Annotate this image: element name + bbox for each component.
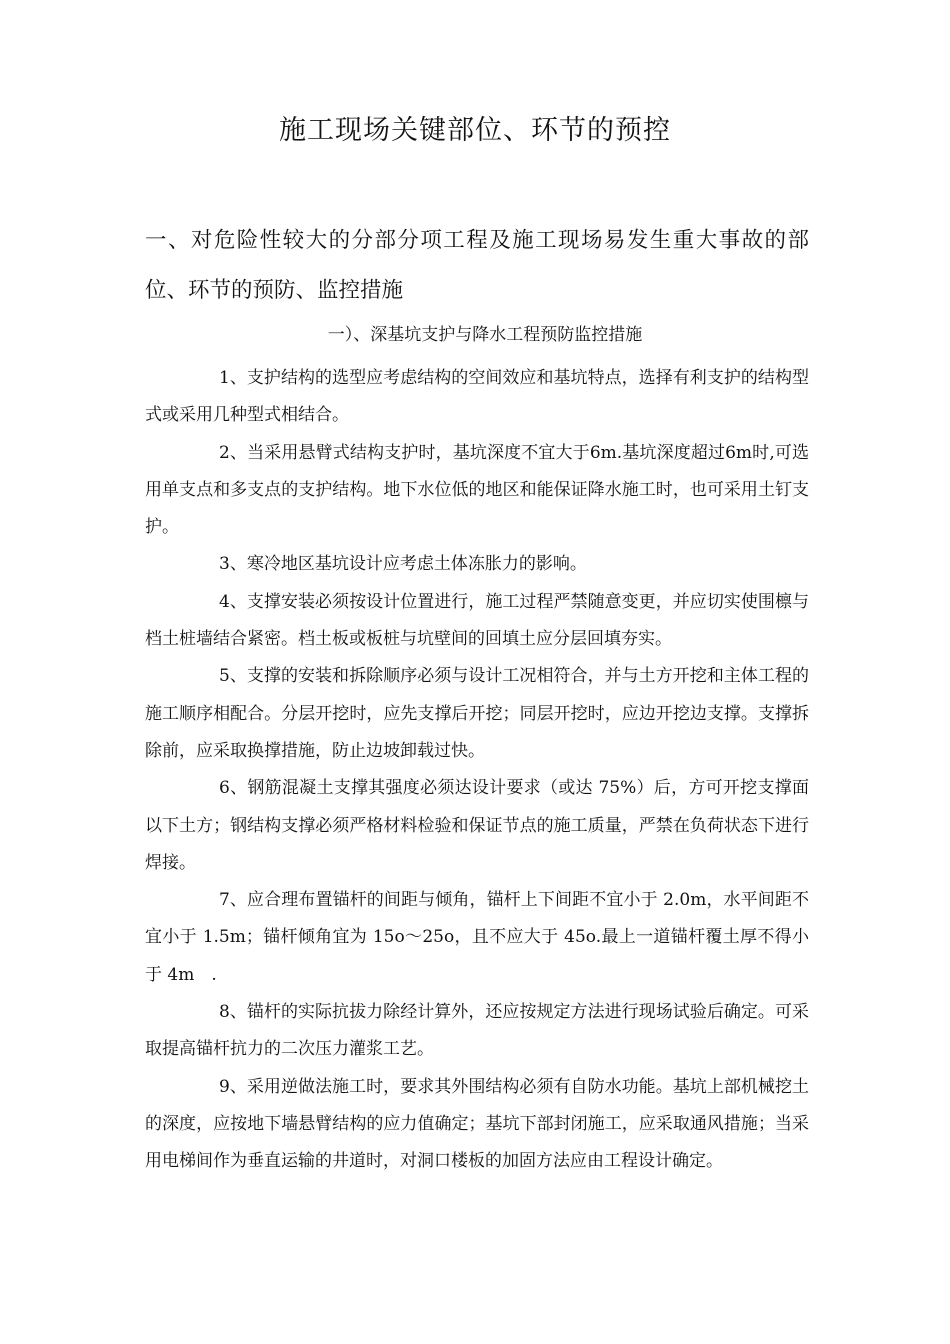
paragraph-9: 9、采用逆做法施工时，要求其外围结构必须有自防水功能。基坑上部机械挖土的深度，应按地下墙悬臂结构的应力值确定；基坑下部封闭施工，应采取通风措施；当采用电梯间作为垂直运输的井道时，对洞口楼板的加固方法应由工程设计确定。: [145, 1076, 809, 1172]
subsection-heading: 一）、深基坑支护与降水工程预防监控措施: [327, 325, 643, 345]
paragraph-3: 3、寒冷地区基坑设计应考虑土体冻胀力的影响。: [219, 554, 587, 575]
paragraph-2: 2、当采用悬臂式结构支护时，基坑深度不宜大于6m.基坑深度超过6m时,可选用单支点和多支点的支护结构。地下水位低的地区和能保证降水施工时，也可采用土钉支护。: [145, 442, 809, 538]
document-title: 施工现场关键部位、环节的预控: [279, 115, 671, 146]
paragraph-8: 8、锚杆的实际抗拔力除经计算外，还应按规定方法进行现场试验后确定。可采取提高锚杆抗力的二次压力灌浆工艺。: [145, 1002, 809, 1060]
paragraph-6: 6、钢筋混凝土支撑其强度必须达设计要求（或达 75%）后，方可开挖支撑面以下土方；钢结构支撑必须严格材料检验和保证节点的施工质量，严禁在负荷状态下进行焊接。: [145, 778, 809, 873]
paragraph-4: 4、支撑安装必须按设计位置进行，施工过程严禁随意变更，并应切实使围檩与档土桩墙结合紧密。档土板或板桩与坑壁间的回填土应分层回填夯实。: [145, 591, 809, 650]
body-text: [145, 360, 809, 1181]
section-heading: 一、对危险性较大的分部分项工程及施工现场易发生重大事故的部位、环节的预防、监控措施: [145, 228, 809, 303]
paragraph-5: 5、支撑的安装和拆除顺序必须与设计工况相符合，并与土方开挖和主体工程的施工顺序相配合。分层开挖时，应先支撑后开挖；同层开挖时，应边开挖边支撑。支撑拆除前，应采取换撑措施，防止边坡卸载过快。: [145, 666, 809, 761]
paragraph-1: 1、支护结构的选型应考虑结构的空间效应和基坑特点，选择有利支护的结构型式或采用几种型式相结合。: [145, 368, 809, 426]
paragraph-7: 7、应合理布置锚杆的间距与倾角，锚杆上下间距不宜小于 2.0m，水平间距不宜小于 1.5m；锚杆倾角宜为 15o～25o，且不应大于 45o.最上一道锚杆覆土厚不得小于 4m .: [145, 890, 809, 985]
